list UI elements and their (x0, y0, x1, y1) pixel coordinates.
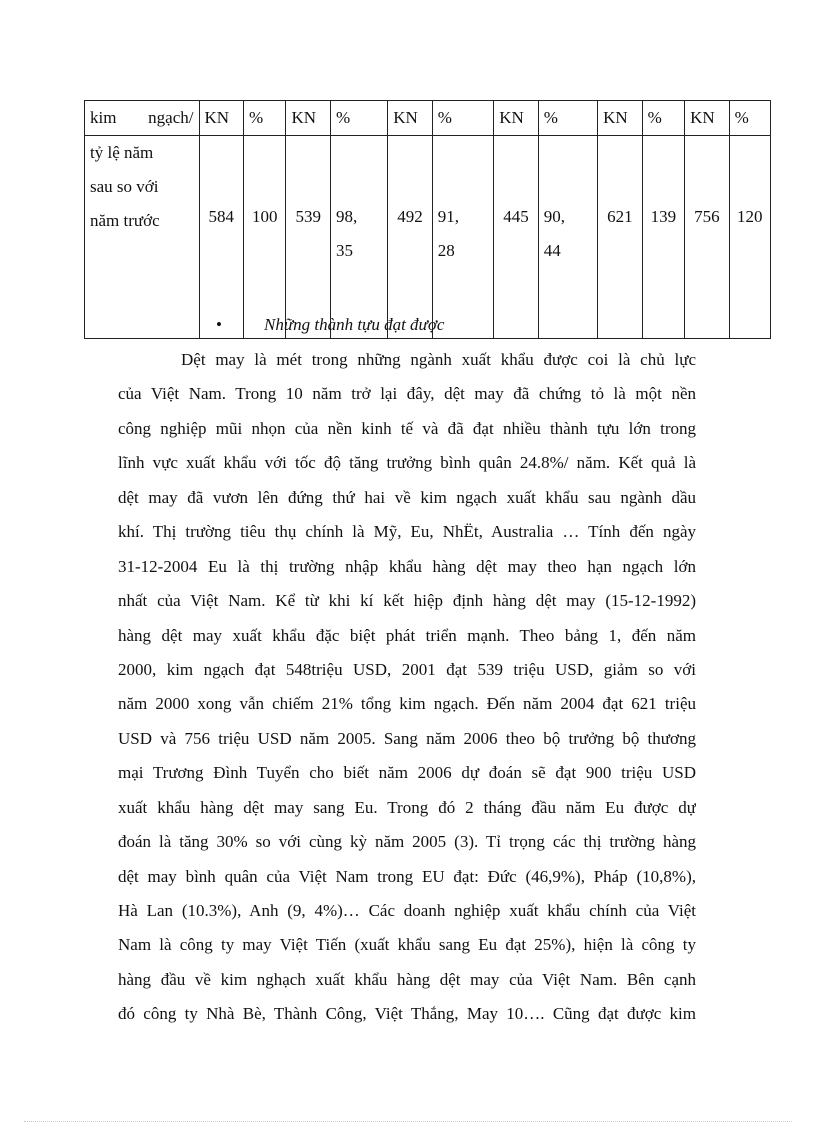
table-header-cell: % (729, 101, 770, 136)
paragraph-line: hàng đầu về kim nghạch xuất khẩu hàng dệt may của Việt Nam. Bên cạnh (118, 969, 696, 989)
paragraph-line: Nam là công ty may Việt Tiến (xuất khẩu sang Eu đạt 25%), hiện là công ty (118, 935, 696, 955)
section-heading: Những thành tựu đạt được (264, 315, 445, 334)
table-cell: 98, 35 (330, 136, 387, 339)
paragraph-line: dệt may bình quân của Việt Nam trong EU đạt: Đức (46,9%), Pháp (10,8%), (118, 866, 696, 886)
table-header-row (85, 101, 771, 136)
paragraph-line: năm 2000 xong vẫn chiếm 21% tổng kim ngạch. Đến năm 2004 đạt 621 triệu (118, 694, 696, 714)
paragraph-line: mại Trương Đình Tuyển cho biết năm 2006 dự đoán sẽ đạt 900 triệu USD (118, 763, 696, 783)
table-header-label: kim ngạch/ (85, 101, 200, 136)
table-header-cell: % (642, 101, 684, 136)
section-heading-line (216, 310, 444, 340)
table-header-cell: KN (598, 101, 643, 136)
table-cell: 539 (286, 136, 331, 339)
table-header-cell: KN (286, 101, 331, 136)
paragraph-line: đoán là tăng 30% so với cùng kỳ năm 2005 (3). Tỉ trọng các thị trường hàng (118, 832, 696, 852)
table-header-cell: KN (388, 101, 433, 136)
table-header-cell: % (330, 101, 387, 136)
table-cell: 139 (642, 136, 684, 339)
table-row-label: tỷ lệ năm sau so với năm trước (85, 136, 200, 339)
table-cell: 756 (685, 136, 730, 339)
paragraph-line: công nghiệp mũi nhọn của nền kinh tế và đã đạt nhiều thành tựu lớn trong (118, 418, 696, 438)
paragraph-line: Hà Lan (10.3%), Anh (9, 4%)… Các doanh nghiệp xuất khẩu chính của Việt (118, 901, 696, 920)
paragraph-line: hàng dệt may xuất khẩu đặc biệt phát triển mạnh. Theo bảng 1, đến năm (118, 625, 696, 645)
table-cell: 621 (598, 136, 643, 339)
table-cell: 445 (494, 136, 539, 339)
table-cell: 91, 28 (432, 136, 493, 339)
paragraph-line: 2000, kim ngạch đạt 548triệu USD, 2001 đạt 539 triệu USD, giảm so với (118, 659, 696, 679)
table-header-cell: % (432, 101, 493, 136)
table-header-cell: % (244, 101, 286, 136)
paragraph-line: xuất khẩu hàng dệt may sang Eu. Trong đó 2 tháng đầu năm Eu được dự (118, 797, 696, 817)
paragraph-line: 31-12-2004 Eu là thị trường nhập khẩu hàng dệt may theo hạn ngạch lớn (118, 556, 696, 576)
table-header-cell: KN (685, 101, 730, 136)
table-header-cell: % (538, 101, 597, 136)
body-paragraph (118, 343, 696, 1032)
table-row (85, 136, 771, 339)
table-header-cell: KN (199, 101, 244, 136)
export-turnover-table (84, 100, 771, 339)
page-bottom-divider (24, 1121, 792, 1122)
paragraph-line: lĩnh vực xuất khẩu với tốc độ tăng trưởng bình quân 24.8%/ năm. Kết quả là (118, 453, 696, 473)
paragraph-line: Dệt may là mét trong những ngành xuất khẩu được coi là chủ lực (181, 350, 696, 369)
table-cell: 90, 44 (538, 136, 597, 339)
paragraph-line: khí. Thị trường tiêu thụ chính là Mỹ, Eu, NhËt, Australia … Tính đến ngày (118, 522, 696, 542)
table-cell: 100 (244, 136, 286, 339)
paragraph-line: đó công ty Nhà Bè, Thành Công, Việt Thắng, May 10…. Cũng đạt được kim (118, 1004, 696, 1024)
paragraph-line: của Việt Nam. Trong 10 năm trở lại đây, dệt may đã chứng tỏ là một nền (118, 384, 696, 404)
table-cell: 492 (388, 136, 433, 339)
table-cell: 120 (729, 136, 770, 339)
paragraph-line: USD và 756 triệu USD năm 2005. Sang năm 2006 theo bộ trưởng bộ thương (118, 728, 696, 748)
paragraph-line: dệt may đã vươn lên đứng thứ hai về kim ngạch xuất khẩu sau ngành dầu (118, 487, 696, 507)
paragraph-line: nhất của Việt Nam. Kể từ khi kí kết hiệp định hàng dệt may (15-12-1992) (118, 591, 696, 611)
table-cell: 584 (199, 136, 244, 339)
table-header-cell: KN (494, 101, 539, 136)
bullet-icon: • (216, 315, 222, 334)
